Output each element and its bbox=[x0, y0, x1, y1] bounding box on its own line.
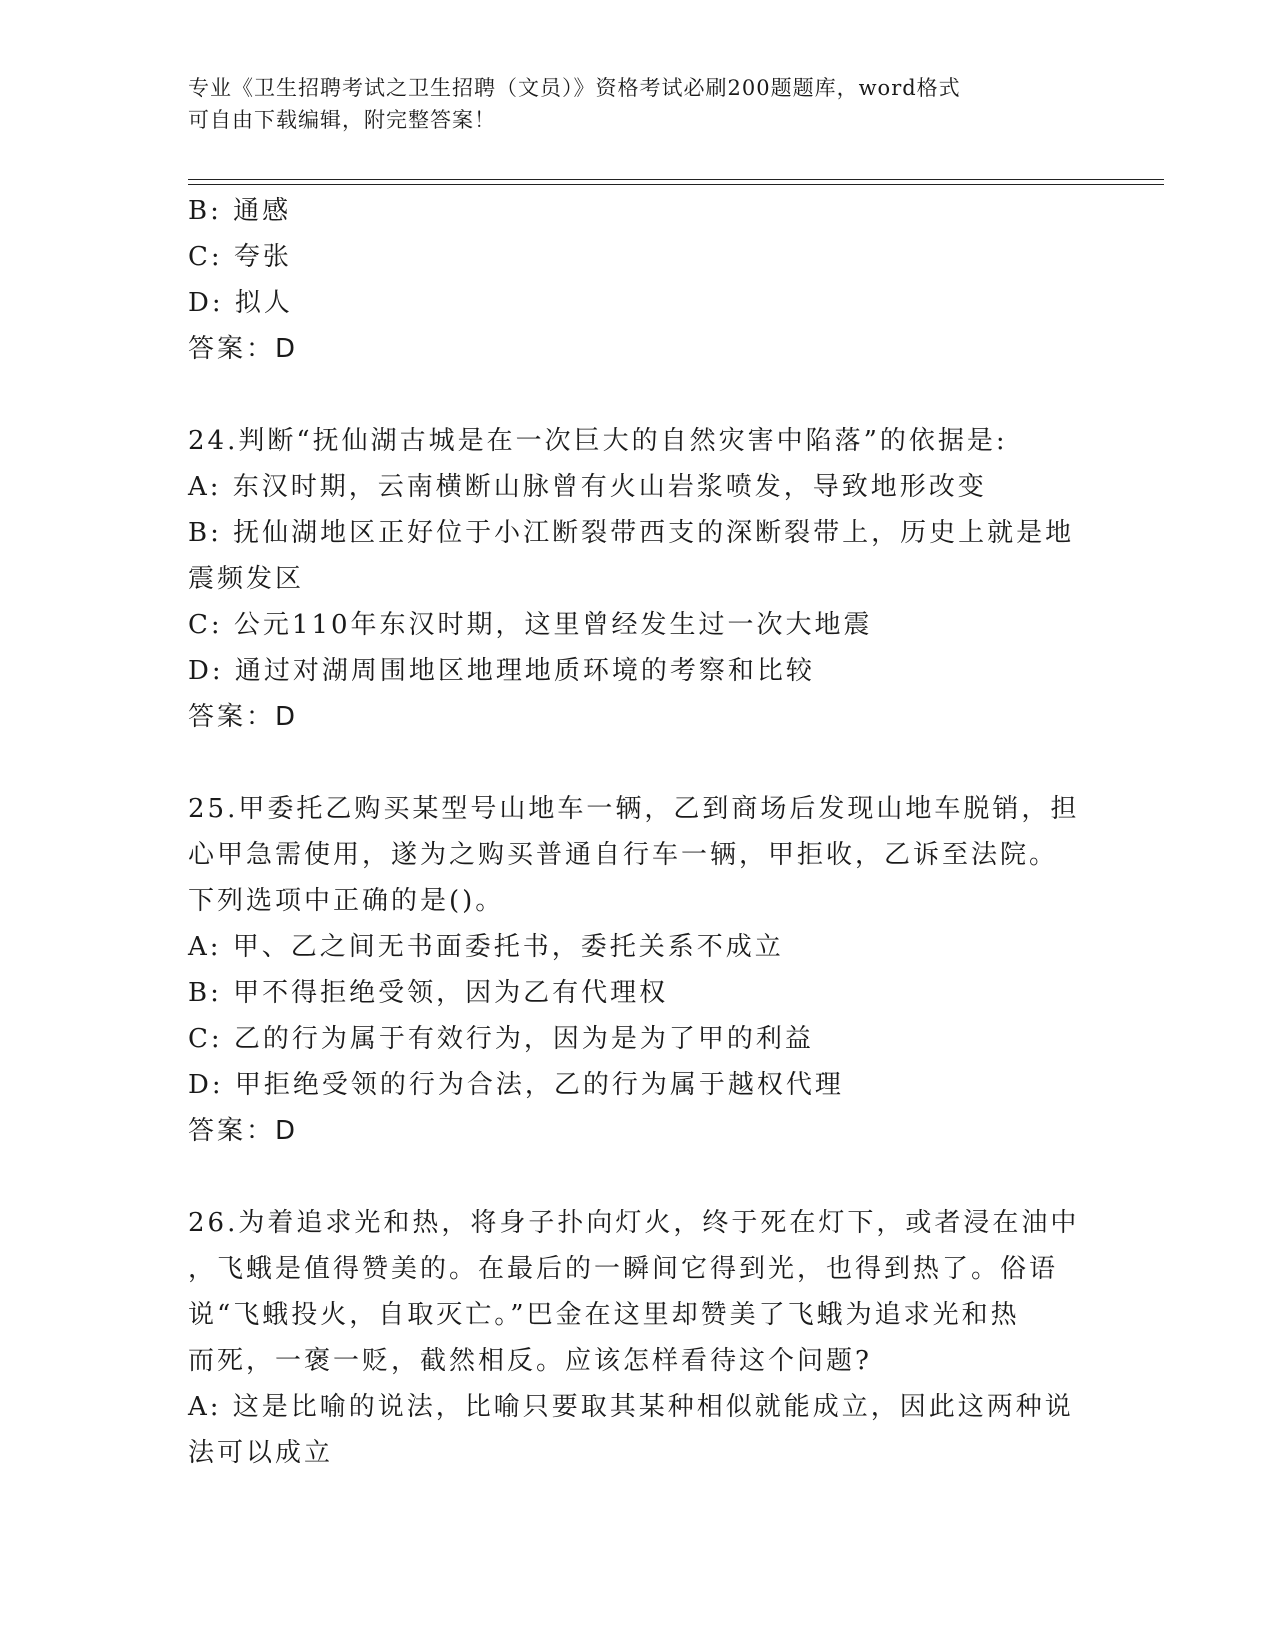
option-a: A: 甲、乙之间无书面委托书，委托关系不成立 bbox=[188, 932, 784, 962]
header-line-2: 可自由下载编辑，附完整答案！ bbox=[188, 108, 496, 132]
option-a: A: 东汉时期，云南横断山脉曾有火山岩浆喷发，导致地形改变 bbox=[188, 472, 987, 502]
option-c: C: 乙的行为属于有效行为，因为是为了甲的利益 bbox=[188, 1024, 814, 1054]
question-26 bbox=[188, 1200, 1088, 1476]
option-b: B: 甲不得拒绝受领，因为乙有代理权 bbox=[188, 978, 669, 1008]
question-stem: 26.为着追求光和热，将身子扑向灯火，终于死在灯下，或者浸在油中 bbox=[188, 1208, 1080, 1238]
question-stem-continued: 心甲急需使用，遂为之购买普通自行车一辆，甲拒收，乙诉至法院。 bbox=[188, 840, 1059, 870]
question-stem-continued: 而死，一褒一贬，截然相反。应该怎样看待这个问题? bbox=[188, 1346, 872, 1376]
question-stem-continued: ，飞蛾是值得赞美的。在最后的一瞬间它得到光，也得到热了。俗语 bbox=[188, 1254, 1059, 1284]
answer: 答案：D bbox=[188, 1116, 299, 1146]
question-stem-continued: 下列选项中正确的是()。 bbox=[188, 886, 505, 916]
option-a-continued: 法可以成立 bbox=[188, 1438, 334, 1468]
header-line-1: 专业《卫生招聘考试之卫生招聘（文员）》资格考试必刷200题题库，word格式 bbox=[188, 76, 961, 100]
option-d: D: 通过对湖周围地区地理地质环境的考察和比较 bbox=[188, 656, 815, 686]
question-25 bbox=[188, 786, 1088, 1154]
spacer bbox=[188, 740, 1088, 786]
question-stem: 24.判断“抚仙湖古城是在一次巨大的自然灾害中陷落”的依据是: bbox=[188, 426, 1008, 456]
option-b: B: 抚仙湖地区正好位于小江断裂带西支的深断裂带上，历史上就是地 bbox=[188, 518, 1075, 548]
option-d: D: 甲拒绝受领的行为合法，乙的行为属于越权代理 bbox=[188, 1070, 844, 1100]
option-a: A: 这是比喻的说法，比喻只要取其某种相似就能成立，因此这两种说 bbox=[188, 1392, 1074, 1422]
spacer bbox=[188, 1154, 1088, 1200]
header-divider-bottom bbox=[188, 184, 1164, 185]
document-header bbox=[188, 72, 1088, 136]
question-list bbox=[188, 188, 1088, 1476]
answer: 答案：D bbox=[188, 702, 299, 732]
answer: 答案：D bbox=[188, 334, 299, 364]
question-23 bbox=[188, 188, 1088, 372]
option-b-continued: 震频发区 bbox=[188, 564, 305, 594]
option-d: D: 拟人 bbox=[188, 288, 293, 318]
question-stem-continued: 说“飞蛾投火，自取灭亡。”巴金在这里却赞美了飞蛾为追求光和热 bbox=[188, 1300, 1020, 1330]
question-stem: 25.甲委托乙购买某型号山地车一辆，乙到商场后发现山地车脱销，担 bbox=[188, 794, 1080, 824]
option-c: C: 夸张 bbox=[188, 242, 292, 272]
spacer bbox=[188, 372, 1088, 418]
option-b: B: 通感 bbox=[188, 196, 292, 226]
header-divider-top bbox=[188, 179, 1164, 180]
question-24 bbox=[188, 418, 1088, 740]
option-c: C: 公元110年东汉时期，这里曾经发生过一次大地震 bbox=[188, 610, 873, 640]
